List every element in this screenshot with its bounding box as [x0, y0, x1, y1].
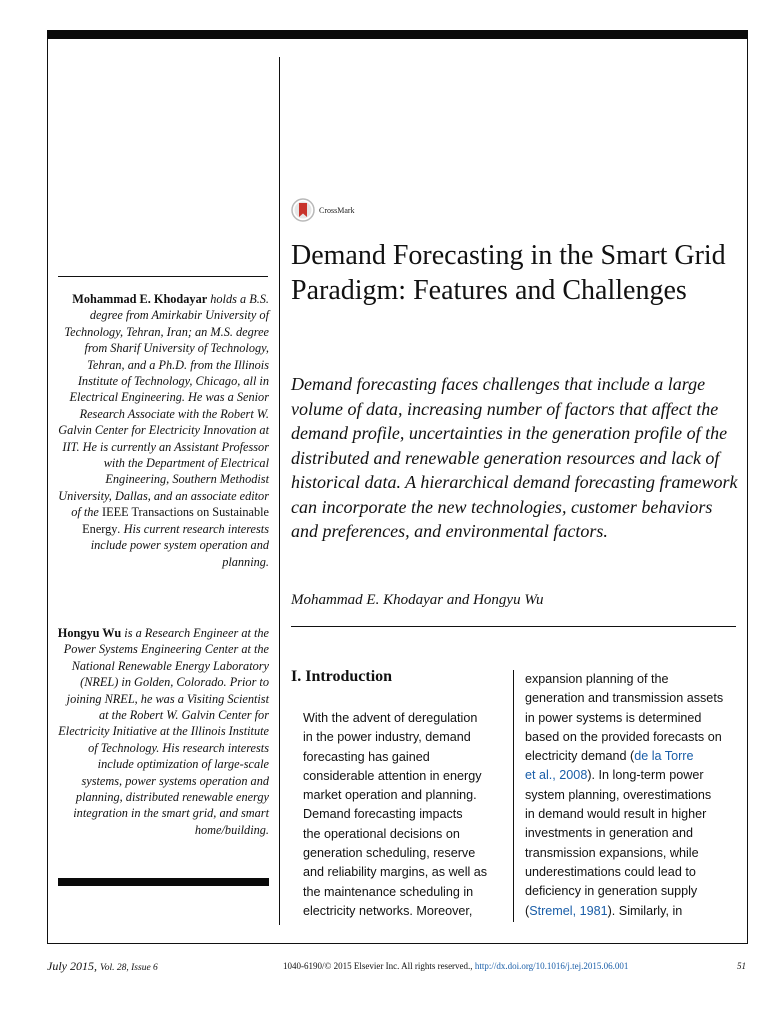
text-segment: ). Similarly, in: [607, 903, 683, 918]
issn-copyright: 1040-6190/© 2015 Elsevier Inc. All rights reserved.,: [283, 961, 473, 971]
footer-date: [47, 959, 158, 974]
text-line: in power systems is determined: [525, 710, 702, 725]
frame-left-border: [47, 39, 48, 944]
text-line: market operation and planning.: [303, 788, 477, 803]
text-line: generation scheduling, reserve: [303, 846, 476, 861]
bio-author-name: Hongyu Wu: [57, 626, 122, 640]
text-line: considerable attention in energy: [303, 768, 482, 783]
section-heading: I. Introduction: [291, 668, 393, 685]
text-line: the operational decisions on: [303, 826, 460, 841]
article-title: Demand Forecasting in the Smart Grid Paradigm: Features and Challenges: [291, 240, 726, 306]
text-line: and reliability margins, as well as: [303, 865, 488, 880]
crossmark-label: CrossMark: [319, 205, 355, 215]
text-segment: (: [525, 903, 530, 918]
author-bio-wu: [56, 625, 269, 838]
sidebar-divider: [279, 57, 280, 925]
byline: Mohammad E. Khodayar and Hongyu Wu: [291, 592, 544, 608]
text-segment: ). In long-term power: [587, 768, 704, 783]
byline-rule: [291, 626, 736, 627]
text-line: [525, 902, 743, 921]
text-line: in demand would result in higher: [525, 807, 707, 822]
doi-link[interactable]: http://dx.doi.org/10.1016/j.tej.2015.06.001: [474, 961, 629, 971]
text-line: based on the provided forecasts on: [525, 729, 722, 744]
bio-text: is a Research Engineer at the Power Systems Engineering Center at the National Renewable Energy Laboratory (NREL) in Golden, Colorado. Prior to joining NREL, he was a Visiting Scientist at the Robert W. Galvin Center for Electricity Initiative at the Illinois Institute of Technology. His research interests include optimization of large-scale systems, power systems operation and planning, distributed renewable energy integration in the smart grid, and smart home/building.: [58, 626, 269, 837]
page-number: 51: [737, 961, 746, 971]
citation-link-de-la-torre[interactable]: de la Torre: [634, 749, 694, 764]
text-line: underestimations could lead to: [525, 864, 696, 879]
text-line: transmission expansions, while: [525, 845, 699, 860]
text-line: system planning, overestimations: [525, 787, 712, 802]
text-line: investments in generation and: [525, 826, 694, 841]
citation-link-de-la-torre-cont[interactable]: et al., 2008: [525, 768, 588, 783]
volume-issue: Vol. 28, Issue 6: [100, 963, 158, 973]
bio-text-end: . His current research interests include power system operation and planning.: [90, 521, 269, 569]
text-line: forecasting has gained: [303, 749, 430, 764]
bio-author-name: Mohammad E. Khodayar: [72, 292, 208, 306]
crossmark-icon: [291, 198, 315, 222]
footer-copyright: [283, 961, 628, 971]
text-line: expansion planning of the: [525, 672, 669, 686]
intro-right-column: [525, 670, 743, 921]
crossmark-link[interactable]: [291, 198, 355, 222]
text-line: the maintenance scheduling in: [303, 884, 474, 899]
issue-date: July 2015,: [47, 959, 97, 973]
text-segment: electricity demand (: [525, 749, 635, 764]
abstract: Demand forecasting faces challenges that include a large volume of data, increasing number of factors that affect the demand profile, uncertainties in the generation profile of the distributed and renewable generation resources and lack of historical data. A hierarchical demand forecasting framework can incorporate the new technologies, customer behaviors and preferences, and environmental factors.: [291, 374, 738, 541]
text-line: electricity networks. Moreover,: [303, 903, 473, 918]
text-line: generation and transmission assets: [525, 691, 724, 706]
journal-name: IEEE Transactions on Sustainable Energy: [82, 505, 269, 536]
author-bio-khodayar: [56, 291, 269, 570]
text-line: deficiency in generation supply: [525, 884, 698, 899]
text-line: Demand forecasting impacts: [303, 807, 463, 822]
text-line: [525, 747, 743, 766]
bio-bottom-rule: [58, 878, 269, 886]
text-line: With the advent of deregulation: [303, 711, 478, 725]
intro-left-column: [291, 709, 508, 921]
text-line: [525, 766, 743, 785]
text-line: in the power industry, demand: [303, 730, 471, 745]
bio-text: holds a B.S. degree from Amirkabir University of Technology, Tehran, Iran; an M.S. degree from Sharif University of Technology, Tehran, and a Ph.D. from the Illinois Institute of Technology, Chicago, all in Electrical Engineering. He was a Senior Research Associate with the Robert W. Galvin Center for Electricity Innovation at IIT. He is currently an Assistant Professor with the Department of Electrical Engineering, Southern Methodist University, Dallas, and an associate editor of the: [58, 292, 269, 520]
bio-top-rule: [58, 276, 268, 277]
frame-right-border: [747, 39, 748, 944]
frame-bottom-border: [47, 943, 748, 944]
top-rule: [47, 30, 748, 39]
citation-link-stremel[interactable]: Stremel, 1981: [529, 903, 608, 918]
column-divider: [513, 670, 514, 922]
